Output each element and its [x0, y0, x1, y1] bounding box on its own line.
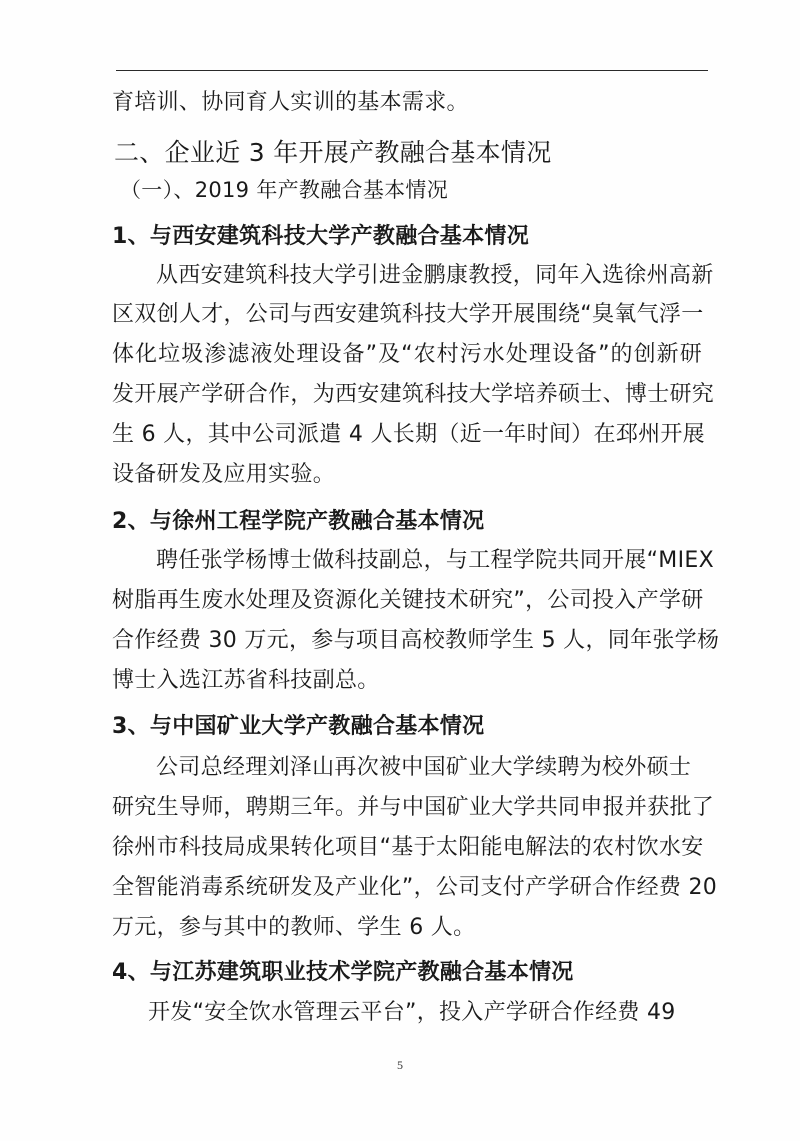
item-heading: 1、与西安建筑科技大学产教融合基本情况	[112, 224, 530, 249]
paragraph-line: 区双创人才，公司与西安建筑科技大学开展围绕“臭氧气浮一	[112, 302, 704, 327]
item-heading: 2、与徐州工程学院产教融合基本情况	[112, 509, 485, 534]
paragraph-line: 全智能消毒系统研发及产业化”，公司支付产学研合作经费 20	[112, 875, 718, 900]
item-heading: 4、与江苏建筑职业技术学院产教融合基本情况	[112, 960, 574, 985]
paragraph-line: 公司总经理刘泽山再次被中国矿业大学续聘为校外硕士	[156, 755, 692, 780]
paragraph-line: 聘任张学杨博士做科技副总，与工程学院共同开展“MIEX	[156, 548, 714, 573]
paragraph-line: 体化垃圾渗滤液处理设备”及“农村污水处理设备”的创新研	[112, 342, 702, 367]
paragraph-line: 树脂再生废水处理及资源化关键技术研究”，公司投入产学研	[112, 588, 704, 613]
item-heading: 3、与中国矿业大学产教融合基本情况	[112, 714, 485, 739]
paragraph-line: 合作经费 30 万元，参与项目高校教师学生 5 人，同年张学杨	[112, 628, 720, 653]
paragraph-line: 生 6 人，其中公司派遣 4 人长期（近一年时间）在邳州开展	[112, 422, 705, 447]
text-line: 育培训、协同育人实训的基本需求。	[112, 90, 469, 115]
paragraph-line: 万元，参与其中的教师、学生 6 人。	[112, 915, 476, 940]
header-rule	[116, 70, 708, 71]
paragraph-line: 开发“安全饮水管理云平台”，投入产学研合作经费 49	[148, 1000, 676, 1025]
paragraph-line: 从西安建筑科技大学引进金鹏康教授，同年入选徐州高新	[156, 263, 714, 288]
paragraph-line: 博士入选江苏省科技副总。	[112, 668, 380, 693]
paragraph-line: 发开展产学研合作，为西安建筑科技大学培养硕士、博士研究	[112, 382, 715, 407]
paragraph-line: 设备研发及应用实验。	[112, 462, 336, 487]
paragraph-line: 研究生导师，聘期三年。并与中国矿业大学共同申报并获批了	[112, 795, 715, 820]
paragraph-line: 徐州市科技局成果转化项目“基于太阳能电解法的农村饮水安	[112, 835, 704, 860]
section-heading: 二、企业近 3 年开展产教融合基本情况	[114, 138, 552, 167]
page-number: 5	[397, 1058, 403, 1072]
subsection-heading: （一）、2019 年产教融合基本情况	[120, 178, 449, 202]
